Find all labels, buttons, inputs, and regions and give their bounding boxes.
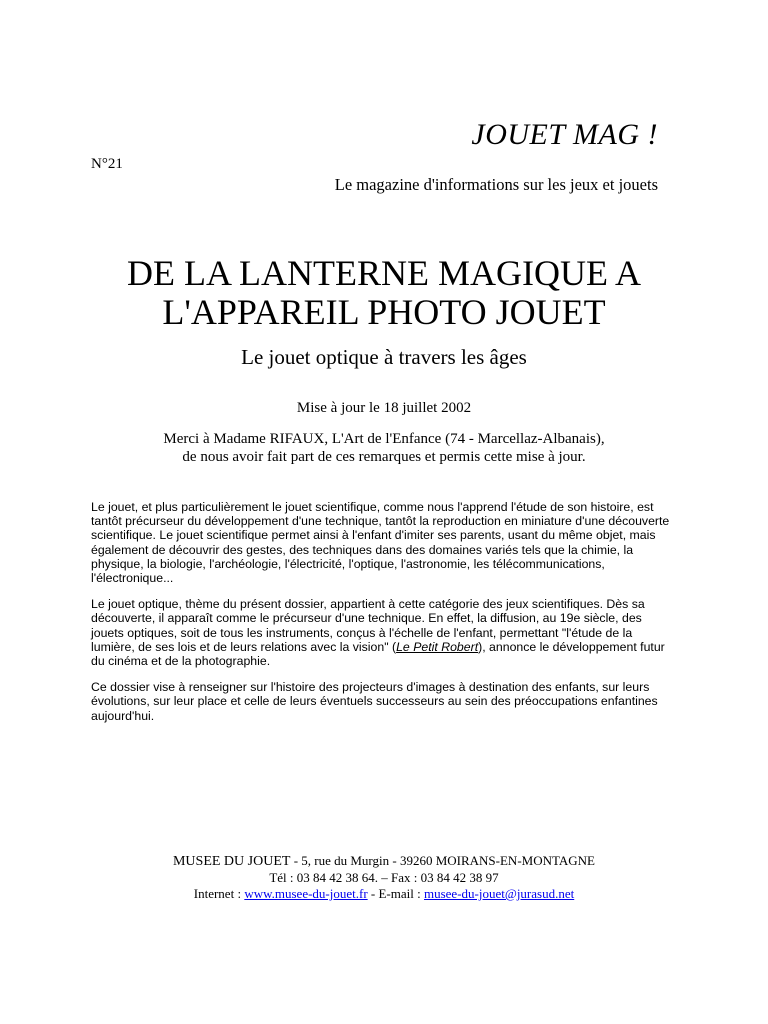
page-title-line-2: L'APPAREIL PHOTO JOUET: [162, 292, 606, 332]
magazine-subtitle: Le magazine d'informations sur les jeux et jouets: [334, 175, 658, 194]
paragraph-2-text-a: Le jouet optique, thème du présent dossier, appartient à cette catégorie des jeux scientifiques. Dès sa découverte, il apparaît comme le précurseur d'une technique. En effet, la diffusion, au 19e siècle, des jouets optiques, soit de tous les instruments, conçus à l'échelle de l'enfant, permettant "l'étude de la lumière, de ses lois et de leurs relations avec la vision" (: [91, 597, 645, 654]
email-link[interactable]: musee-du-jouet@jurasud.net: [423, 886, 575, 901]
acknowledgement: [0, 430, 768, 466]
acknowledgement-line-2: de nous avoir fait part de ces remarques et permis cette mise à jour.: [182, 449, 586, 465]
footer-links-line: [0, 886, 768, 902]
paragraph-1: Le jouet, et plus particulièrement le jouet scientifique, comme nous l'apprend l'étude de son histoire, est tantôt précurseur du développement d'une technique, tantôt la reproduction en miniature d'une découverte scientifique. Le jouet scientifique permet ainsi à l'enfant d'imiter ses parents, usant du même objet, mais également de découvrir des gestes, des techniques dans des domaines variés tels que la chimie, la physique, la biologie, l'archéologie, l'électricité, l'optique, l'astronomie, les télécommunications, l'électronique...: [91, 500, 670, 586]
email-label: - E-mail :: [367, 886, 424, 901]
issue-number: N°21: [91, 156, 123, 172]
paragraph-2: [91, 597, 671, 668]
reference-le-petit-robert: Le Petit Robert: [396, 639, 479, 654]
page-title-line-1: DE LA LANTERNE MAGIQUE A: [127, 253, 641, 293]
website-link[interactable]: www.musee-du-jouet.fr: [244, 886, 368, 901]
page-title: [0, 254, 768, 332]
update-note: Mise à jour le 18 juillet 2002: [296, 400, 472, 416]
footer: [0, 853, 768, 902]
museum-name: MUSEE DU JOUET: [172, 854, 291, 869]
paragraph-3: Ce dossier vise à renseigner sur l'histoire des projecteurs d'images à destination des enfants, sur leurs évolutions, sur leur place et celle de leurs éventuels successeurs au sein des préoccupations enfantines aujourd'hui.: [91, 680, 658, 723]
footer-contact-line: Tél : 03 84 42 38 64. – Fax : 03 84 42 38 97: [269, 870, 499, 885]
article-body: [91, 500, 671, 735]
acknowledgement-line-1: Merci à Madame RIFAUX, L'Art de l'Enfance (74 - Marcellaz-Albanais),: [163, 431, 605, 447]
internet-label: Internet :: [193, 886, 245, 901]
magazine-title: JOUET MAG !: [471, 118, 658, 151]
page-subtitle: Le jouet optique à travers les âges: [241, 345, 527, 369]
footer-address-line: [0, 853, 768, 870]
museum-address: - 5, rue du Murgin - 39260 MOIRANS-EN-MONTAGNE: [290, 853, 595, 868]
paragraph-2-text-b: ), annonce le développement futur du cinéma et de la photographie.: [91, 639, 665, 669]
